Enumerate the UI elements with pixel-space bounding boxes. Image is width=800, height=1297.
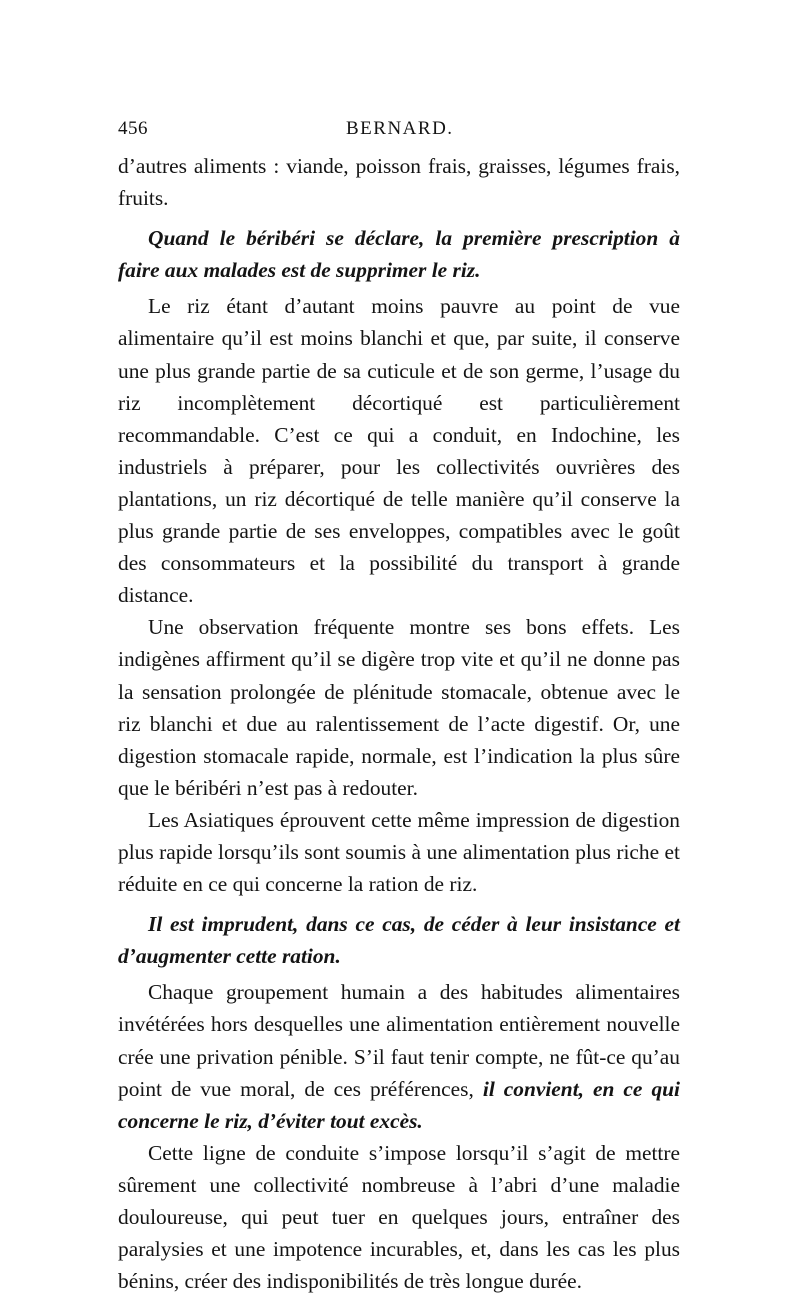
paragraph-observation: Une observation fréquente montre ses bons effets. Les indigènes affirment qu’il se digère trop vite et qu’il ne donne pas la sensation prolongée de plénitude stomacale, obtenue avec le riz blanchi et due au ralentissement de l’acte digestif. Or, une digestion stomacale rapide, normale, est l’indication la plus sûre que le béribéri n’est pas à redouter. <box>118 615 680 800</box>
emphasized-prescription: Quand le béribéri se déclare, la première prescription à faire aux malades est de supprimer le riz. <box>118 226 680 283</box>
paragraph-conduct: Cette ligne de conduite s’impose lorsqu’il s’agit de mettre sûrement une collectivité nombreuse à l’abri d’une maladie douloureuse, qui peut tuer en quelques jours, entraîner des paralysies et une impotence incurables, et, dans les cas les plus bénins, créer des indisponibilités de très longue durée. <box>118 1140 680 1294</box>
paragraph-food-habits <box>118 976 680 1136</box>
emphasized-warning: Il est imprudent, dans ce cas, de céder à leur insistance et d’augmenter cette ration. <box>118 912 680 969</box>
running-title: BERNARD. <box>346 118 454 139</box>
running-head <box>118 118 678 144</box>
paragraph-continuation: d’autres aliments : viande, poisson frais, graisses, légumes frais, fruits. <box>118 154 680 211</box>
inline-emphasis: il convient, en ce qui concerne le riz, d’éviter tout excès. <box>118 1076 680 1133</box>
body-text <box>118 150 680 1297</box>
paragraph-food-habits-text: Chaque groupement humain a des habitudes alimentaires invétérées hors desquelles une alimentation entièrement nouvelle crée une privation pénible. S’il faut tenir compte, ne fût-ce qu’au point de vue moral, de ces préférences, <box>118 980 680 1101</box>
page-number: 456 <box>118 118 148 139</box>
paragraph-asiatics: Les Asiatiques éprouvent cette même impression de digestion plus rapide lorsqu’ils sont soumis à une alimentation plus riche et réduite en ce qui concerne la ration de riz. <box>118 807 680 897</box>
paragraph-rice-processing: Le riz étant d’autant moins pauvre au point de vue alimentaire qu’il est moins blanchi et que, par suite, il conserve une plus grande partie de sa cuticule et de son germe, l’usage du riz incomplètement décortiqué est particulièrement recommandable. C’est ce qui a conduit, en Indochine, les industriels à préparer, pour les collectivités ouvrières des plantations, un riz décortiqué de telle manière qu’il conserve la plus grande partie de ses enveloppes, compatibles avec le goût des consommateurs et la possibilité du transport à grande distance. <box>118 294 680 608</box>
